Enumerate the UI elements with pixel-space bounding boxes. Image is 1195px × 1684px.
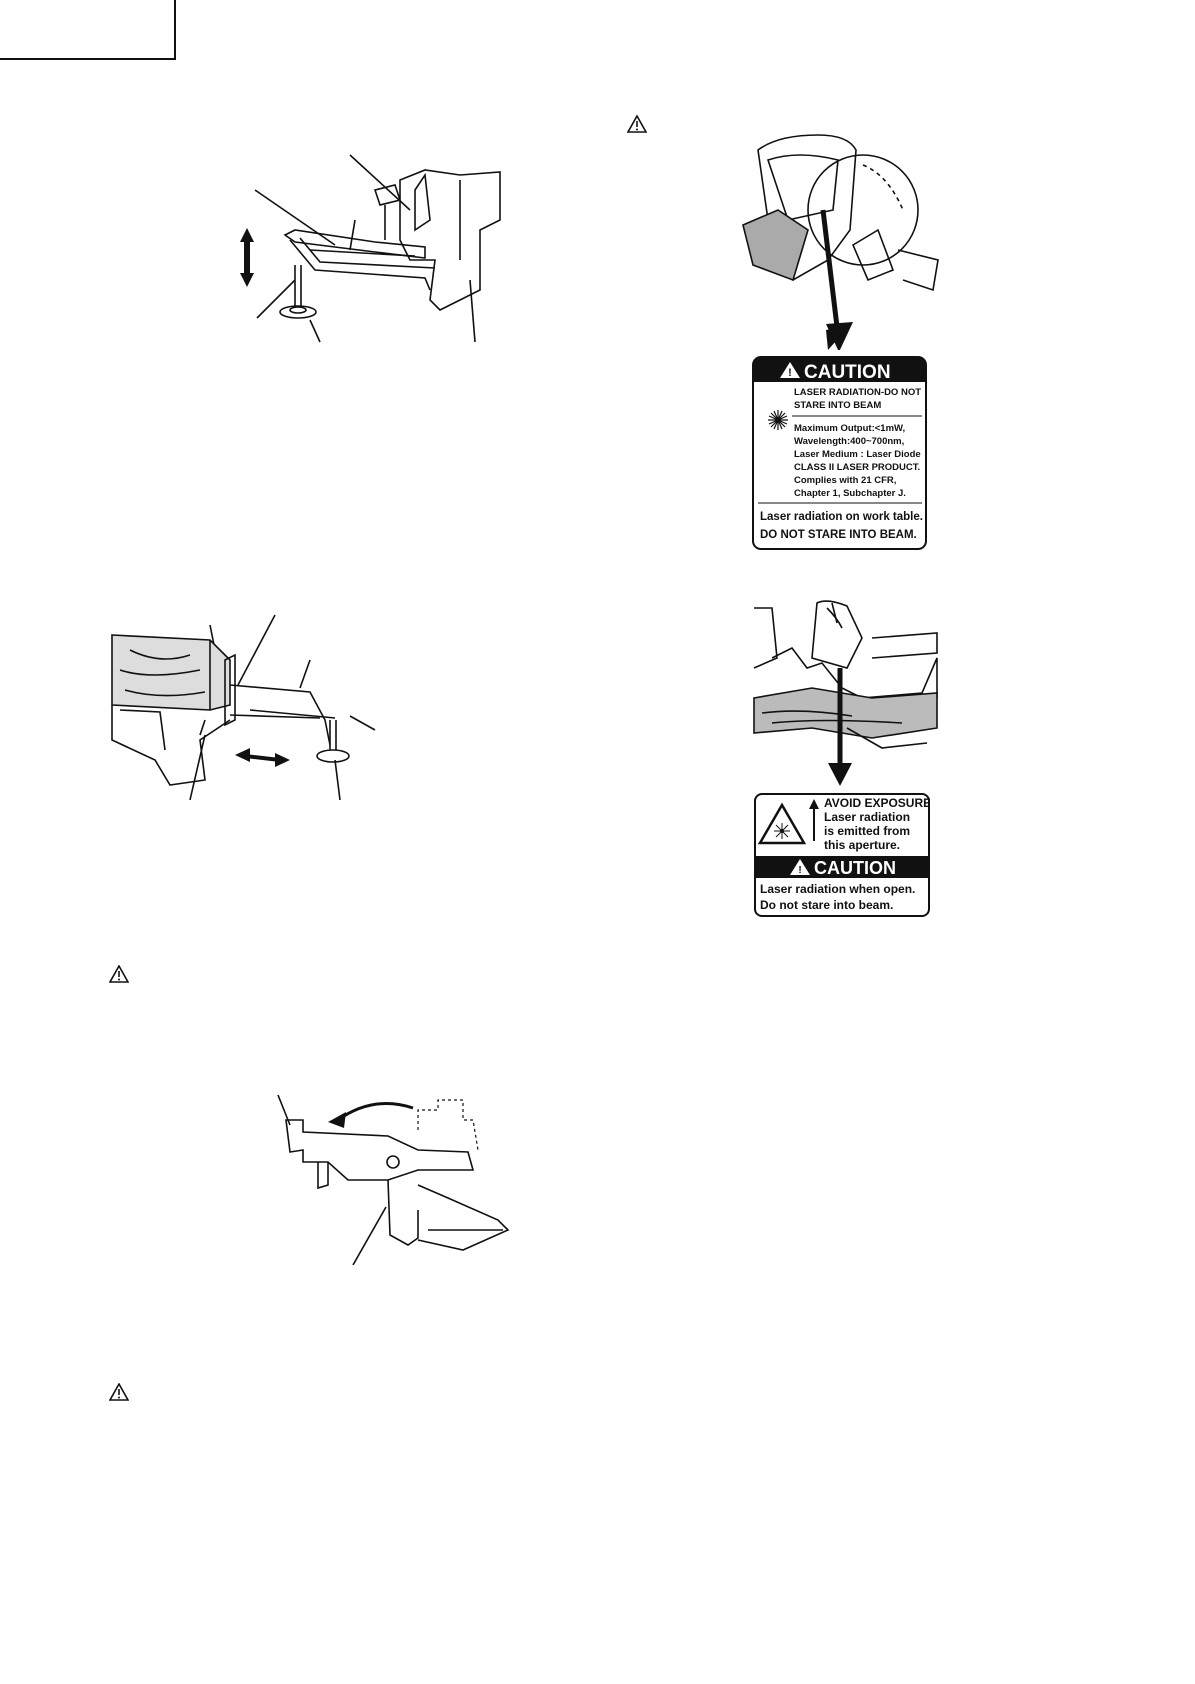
warning-triangle-icon xyxy=(109,1383,129,1401)
label-line: Wavelength:400~700nm, xyxy=(794,436,905,447)
label-line: STARE INTO BEAM xyxy=(794,400,882,411)
page-corner-box xyxy=(0,0,176,60)
label-line: Laser Medium : Laser Diode xyxy=(794,449,921,460)
label-line: Maximum Output:<1mW, xyxy=(794,423,906,434)
label-line: Laser radiation xyxy=(824,810,911,824)
figure-extension-support xyxy=(225,150,515,350)
label-footer-line: Laser radiation when open. xyxy=(760,882,916,896)
caution-label-laser-table xyxy=(752,356,927,555)
warning-triangle-icon xyxy=(109,965,129,983)
figure-laser-aperture xyxy=(752,598,942,788)
label-line: LASER RADIATION-DO NOT xyxy=(794,387,922,398)
label-line: CLASS II LASER PRODUCT. xyxy=(794,462,921,473)
caution-header: CAUTION xyxy=(804,362,891,383)
figure-vise-rotate xyxy=(268,1090,518,1265)
svg-text:!: ! xyxy=(798,865,802,876)
caution-label-aperture xyxy=(754,793,930,922)
label-line: Complies with 21 CFR, xyxy=(794,475,897,486)
figure-saw-laser xyxy=(738,130,948,350)
label-footer-line: Do not stare into beam. xyxy=(760,898,894,912)
label-footer-line: Laser radiation on work table. xyxy=(760,511,923,523)
label-line: this aperture. xyxy=(824,838,901,852)
label-line: is emitted from xyxy=(824,824,911,838)
warning-triangle-icon xyxy=(627,115,647,133)
figure-workpiece-support xyxy=(110,610,380,810)
label-line: AVOID EXPOSURE xyxy=(824,796,930,810)
svg-text:!: ! xyxy=(788,367,792,379)
label-line: Chapter 1, Subchapter J. xyxy=(794,488,906,499)
label-footer-line: DO NOT STARE INTO BEAM. xyxy=(760,529,917,541)
caution-header: CAUTION xyxy=(814,858,896,878)
